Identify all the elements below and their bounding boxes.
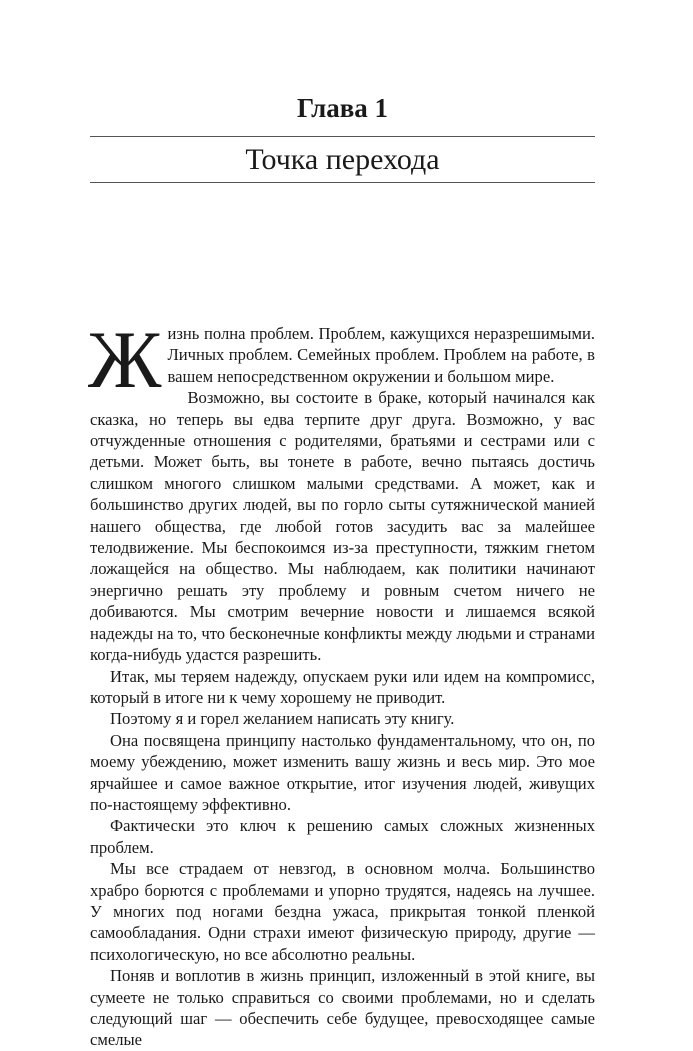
paragraph: Фактически это ключ к решению самых сложных жизненных проблем.: [90, 816, 595, 857]
chapter-bottom-rule: [90, 182, 595, 183]
paragraph: Она посвящена принципу настолько фундаментальному, что он, по моему убеждению, может изменить вашу жизнь и весь мир. Это мое ярчайшее и самое важное открытие, итог изучения людей, живущих по-настоящему эффективно.: [90, 730, 595, 814]
drop-cap: Ж: [88, 314, 162, 405]
paragraph: Мы все страдаем от невзгод, в основном молча. Большинство храбро борются с проблемами и упорно трудятся, надеясь на лучшее. У многих под ногами бездна ужаса, прикрытая тонкой пленкой самообладания. Одни страхи имеют физическую природу, другие — психологическую, но все абсолютно реальны.: [90, 859, 595, 964]
paragraph: Возможно, вы состоите в браке, который начинался как сказка, но теперь вы едва терпите друг друга. Возможно, у вас отчужденные отношения с родителями, братьями и сестрами или с детьми. Может быть, вы тонете в работе, вечно пытаясь достичь слишком многого слишком малыми средствами. А может, как и большинство других людей, вы по горло сыты сутяжнической манией нашего общества, где любой готов засудить вас за малейшее телодвижение. Мы беспокоимся из-за преступности, тяжким гнетом ложащейся на общество. Мы наблюдаем, как политики начинают энергично решать эту проблему и ровным счетом ничего не добиваются. Мы смотрим вечерние новости и лишаемся всякой надежды на то, что бесконечные конфликты между людьми и странами когда-нибудь удастся разрешить.: [90, 388, 595, 665]
chapter-top-rule: [90, 136, 595, 137]
chapter-title: Точка перехода: [245, 143, 440, 176]
chapter-number: Глава 1: [296, 93, 389, 123]
paragraph: Поняв и воплотив в жизнь принцип, изложенный в этой книге, вы сумеете не только справиться со своими проблемами, но и сделать следующий шаг — обеспечить себе будущее, превосходящее самые смелые: [90, 966, 595, 1050]
paragraph: Поэтому я и горел желанием написать эту книгу.: [110, 709, 455, 729]
chapter-body: [88, 314, 595, 1051]
paragraph: Итак, мы теряем надежду, опускаем руки или идем на компромисс, который в итоге ни к чему хорошему не приводит.: [90, 666, 595, 707]
paragraph: [88, 314, 595, 405]
paragraph-text: изнь полна проблем. Проблем, кажущихся неразрешимыми. Личных проблем. Семейных проблем. Проблем на работе, в вашем непосредственном окружении и большом мире.: [167, 324, 595, 386]
